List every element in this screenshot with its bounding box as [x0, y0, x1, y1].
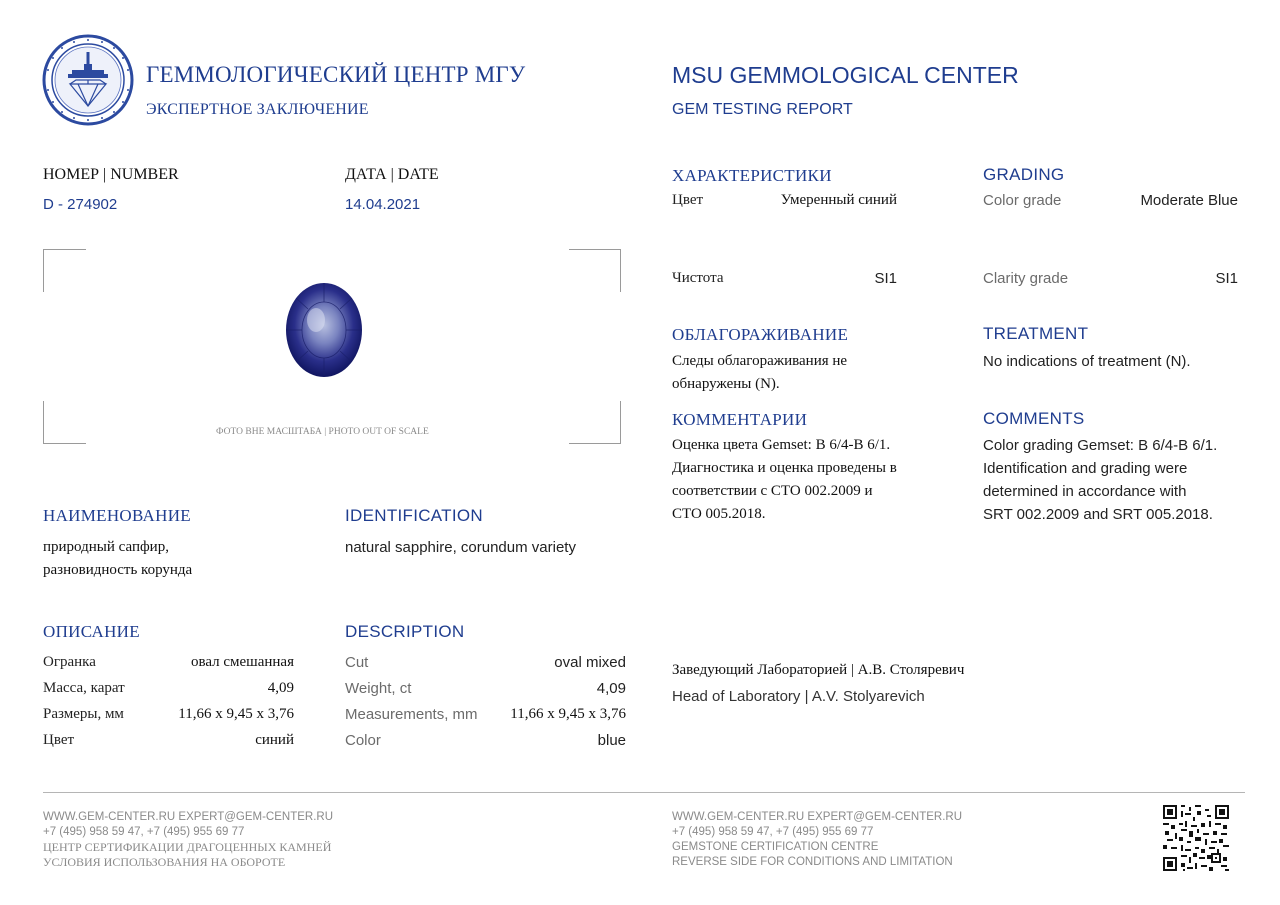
- clarity-label-ru: Чистота: [672, 270, 724, 286]
- weight-value-ru: 4,09: [267, 680, 294, 696]
- cut-label-en: Cut: [345, 654, 369, 671]
- comments-text-en: Color grading Gemset: B 6/4-B 6/1. Identification and grading were determined in accordance with SRT 002.2009 and SRT 005.2018.: [983, 437, 1218, 523]
- description-heading-en: DESCRIPTION: [345, 622, 465, 641]
- measurements-label-ru: Размеры, мм: [43, 706, 124, 722]
- weight-label-en: Weight, ct: [345, 680, 412, 697]
- treatment-text-ru: Следы облагораживания не обнаружены (N).: [672, 353, 848, 392]
- comments-heading-en: COMMENTS: [983, 409, 1085, 428]
- footer-right-phone: +7 (495) 958 59 47, +7 (495) 955 69 77: [672, 826, 874, 838]
- msu-seal-logo-icon: [42, 34, 134, 126]
- footer-left-web: WWW.GEM-CENTER.RU EXPERT@GEM-CENTER.RU: [43, 811, 334, 823]
- treatment-heading-en: TREATMENT: [983, 324, 1089, 343]
- clarity-label-en: Clarity grade: [983, 270, 1069, 287]
- grading-heading-ru: ХАРАКТЕРИСТИКИ: [672, 166, 832, 185]
- color-grade-label-ru: Цвет: [672, 192, 704, 208]
- signature-ru: Заведующий Лабораторией | А.В. Столяревич: [672, 662, 965, 678]
- treatment-heading-ru: ОБЛАГОРАЖИВАНИЕ: [672, 325, 849, 344]
- color-label-en: Color: [345, 732, 381, 749]
- title-ru: ГЕММОЛОГИЧЕСКИЙ ЦЕНТР МГУ: [146, 62, 526, 87]
- title-en: MSU GEMMOLOGICAL CENTER: [672, 62, 1019, 88]
- identification-heading-ru: НАИМЕНОВАНИЕ: [43, 506, 191, 525]
- clarity-value-ru: SI1: [874, 270, 897, 287]
- footer-divider: [43, 792, 1245, 793]
- qr-code-icon[interactable]: [1163, 805, 1229, 871]
- treatment-text-en: No indications of treatment (N).: [983, 353, 1191, 370]
- cut-value-en: oval mixed: [554, 654, 626, 671]
- footer-left: [43, 810, 333, 870]
- photo-caption: ФОТО ВНЕ МАСШТАБА | PHOTO OUT OF SCALE: [216, 427, 429, 437]
- footer-right: [672, 810, 962, 870]
- cut-label-ru: Огранка: [43, 654, 96, 670]
- footer-right-web: WWW.GEM-CENTER.RU EXPERT@GEM-CENTER.RU: [672, 811, 963, 823]
- comments-heading-ru: КОММЕНТАРИИ: [672, 410, 808, 429]
- color-value-ru: синий: [255, 732, 294, 748]
- comments-text-ru: Оценка цвета Gemset: B 6/4-B 6/1. Диагностика и оценка проведены в соответствии с СТО 002.2009 и СТО 005.2018.: [672, 437, 897, 522]
- measurements-value-en: 11,66 x 9,45 x 3,76: [510, 706, 626, 722]
- grading-heading-en: GRADING: [983, 165, 1065, 184]
- subtitle-en: GEM TESTING REPORT: [672, 101, 853, 118]
- footer-right-terms: REVERSE SIDE FOR CONDITIONS AND LIMITATION: [672, 856, 953, 868]
- description-heading-ru: ОПИСАНИЕ: [43, 622, 140, 641]
- cut-value-ru: овал смешанная: [190, 654, 294, 670]
- date-label: ДАТА | DATE: [345, 166, 439, 183]
- subtitle-ru: ЭКСПЕРТНОЕ ЗАКЛЮЧЕНИЕ: [146, 101, 369, 118]
- identification-text-ru: природный сапфир, разновидность корунда: [43, 539, 193, 578]
- color-label-ru: Цвет: [43, 732, 75, 748]
- number-value: D - 274902: [43, 196, 118, 213]
- date-value: 14.04.2021: [345, 196, 421, 213]
- footer-left-terms: УСЛОВИЯ ИСПОЛЬЗОВАНИЯ НА ОБОРОТЕ: [43, 855, 286, 869]
- weight-label-ru: Масса, карат: [43, 680, 125, 696]
- identification-heading-en: IDENTIFICATION: [345, 506, 483, 525]
- weight-value-en: 4,09: [596, 680, 626, 697]
- color-grade-label-en: Color grade: [983, 192, 1062, 209]
- measurements-value-ru: 11,66 x 9,45 x 3,76: [178, 706, 294, 722]
- measurements-label-en: Measurements, mm: [345, 706, 478, 723]
- footer-left-phone: +7 (495) 958 59 47, +7 (495) 955 69 77: [43, 826, 245, 838]
- color-value-en: blue: [597, 732, 626, 749]
- footer-left-org: ЦЕНТР СЕРТИФИКАЦИИ ДРАГОЦЕННЫХ КАМНЕЙ: [43, 840, 332, 854]
- clarity-value-en: SI1: [1215, 270, 1238, 287]
- gemstone-photo: [284, 282, 364, 378]
- color-grade-value-en: Moderate Blue: [1140, 192, 1238, 209]
- color-grade-value-ru: Умеренный синий: [780, 192, 897, 208]
- identification-text-en: natural sapphire, corundum variety: [345, 539, 576, 556]
- number-label: НОМЕР | NUMBER: [43, 166, 179, 183]
- footer-right-org: GEMSTONE CERTIFICATION CENTRE: [672, 841, 879, 853]
- signature-en: Head of Laboratory | A.V. Stolyarevich: [672, 688, 925, 705]
